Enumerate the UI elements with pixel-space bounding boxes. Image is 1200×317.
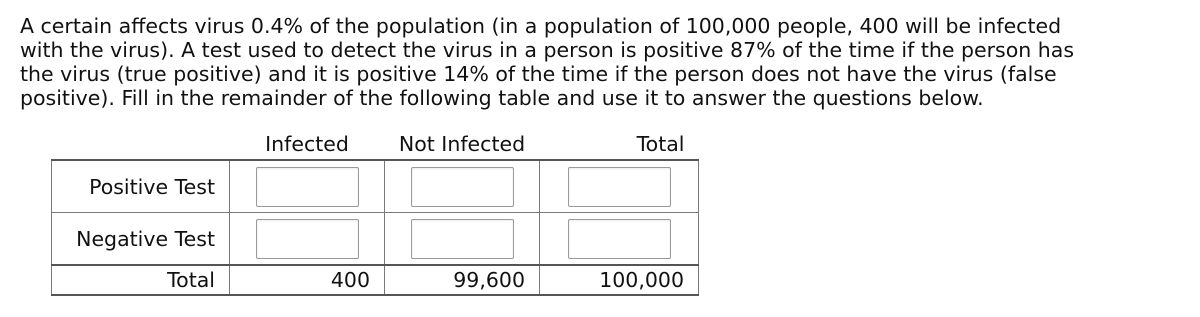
positive-total-cell [540,160,699,213]
header-not-infected: Not Infected [385,128,540,160]
header-total: Total [540,128,699,160]
negative-total-cell [540,213,699,266]
row-label-positive-test: Positive Test [52,160,230,213]
table-header-row [52,128,699,160]
positive-infected-input[interactable] [256,167,359,207]
negative-infected-cell [230,213,385,266]
positive-total-input[interactable] [568,167,671,207]
total-infected-value: 400 [230,265,385,295]
table-row-positive-test [52,160,699,213]
grand-total-value: 100,000 [540,265,699,295]
total-not-infected-value: 99,600 [385,265,540,295]
positive-infected-cell [230,160,385,213]
negative-not-infected-cell [385,213,540,266]
contingency-table [51,128,699,296]
positive-not-infected-cell [385,160,540,213]
negative-total-input[interactable] [568,219,671,259]
header-infected: Infected [230,128,385,160]
positive-not-infected-input[interactable] [411,167,514,207]
header-corner-cell [52,128,230,160]
negative-infected-input[interactable] [256,219,359,259]
row-label-negative-test: Negative Test [52,213,230,266]
table-row-negative-test [52,213,699,266]
row-label-total: Total [52,265,230,295]
table-row-total [52,265,699,295]
negative-not-infected-input[interactable] [411,219,514,259]
question-text: A certain affects virus 0.4% of the population (in a population of 100,000 people, 400 will be infected with the virus). A test used to detect the virus in a person is positive 87% of the time if the person has the virus (true positive) and it is positive 14% of the time if the person does not have the virus (false positive). Fill in the remainder of the following table and use it to answer the questions below. [20,14,1075,110]
